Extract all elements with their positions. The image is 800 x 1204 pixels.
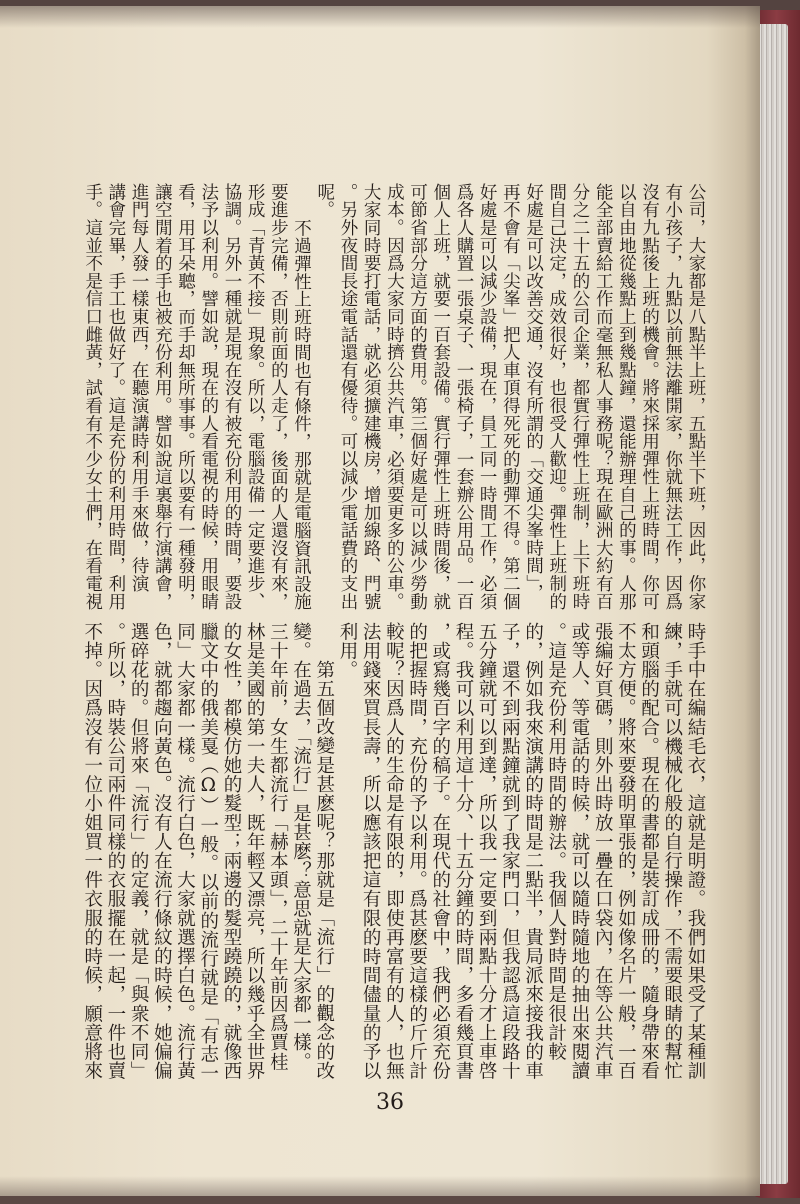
text-column: 利用。 xyxy=(336,622,358,680)
text-column: 以自由地從幾點上到幾點鐘，還能辦理自己的事。人那 xyxy=(616,183,637,611)
text-column: 時手中在編結毛衣，這就是明證。我們如果受了某種訓 xyxy=(685,622,706,1081)
page-bottom-shadow xyxy=(0,1176,760,1196)
text-column: 要進步完備，否則前面的人走了，後面的人還沒有來， xyxy=(268,183,289,611)
text-column: 林是美國的第一夫人，既年輕又漂亮，所以幾乎全世界 xyxy=(244,622,266,1081)
text-column: 色，就都趨向黃色。沒有人在流行條紋的時候，她偏偏 xyxy=(151,622,173,1081)
text-column: 能全部賣給工作而毫無私人事務呢？現在歐洲大約有百 xyxy=(593,183,614,611)
text-column: 讓空閒着的手也被充份利用。譬如說這裏舉行演講會， xyxy=(152,183,173,611)
text-column: 好處是可以改善交通，沒有所謂的「交通尖峯時間」， xyxy=(523,183,544,602)
text-column: 講會完畢，手工也做好了。這是充份的利用時間，利用 xyxy=(105,183,126,611)
text-column: 。這是充份利用時間的辦法。我個人對時間是很計較 xyxy=(545,622,567,1062)
text-column: 程。我可以利用這十分、十五分鐘的時間，多看幾頁書 xyxy=(452,622,474,1081)
text-column: 變。在過去，「流行」是甚麽？意思就是大家都一樣。 xyxy=(290,622,312,1072)
text-column: ，或寫幾百字的稿子。在現代的社會中，我們必須充份 xyxy=(429,622,451,1081)
text-column: 進門每人發一樣東西，在聽演講時利用手來做，待演 xyxy=(129,183,150,593)
text-column: 可節省部分這方面的費用。第三個好處是可以減少勞動 xyxy=(407,183,428,611)
text-column: 選碎花的。但將來「流行」的定義，就是「與衆不同」 xyxy=(128,622,150,1081)
text-column: 好處是可以減少設備，現在，員工同一時間工作，必須 xyxy=(477,183,498,611)
text-column: 手。這並不是信口雌黃，試看有不少女士們，在看電視 xyxy=(82,183,103,611)
text-column: 間自己決定，成效很好，也很受人歡迎。彈性上班制的 xyxy=(546,183,567,611)
text-column: 張編好頁碼，則外出時放一疊在口袋內，在等公共汽車 xyxy=(592,622,614,1081)
text-column: 看，用耳朵聽，而手却無所事事。所以要有一種發明， xyxy=(175,183,196,611)
upper-text-block xyxy=(80,183,707,615)
text-column: 爲各人購置一張桌子、一張椅子，一套辦公用品。一百 xyxy=(453,183,474,611)
text-column: 較呢？因爲人的生命是有限的，即使再富有的人，也無 xyxy=(383,622,405,1081)
text-column: 有小孩子，九點以前無法離開家，你就無法工作，因爲 xyxy=(662,183,683,611)
text-column: 法用錢來買長壽，所以應該把這有限的時間儘量的予以 xyxy=(360,622,382,1081)
text-column: 法予以利用。譬如說，現在的人看電視的時候，用眼睛 xyxy=(198,183,219,611)
paragraph-start-column: 第五個改變是甚麽呢？那就是「流行」的觀念的改 xyxy=(313,660,335,1081)
text-column: 和頭腦的配合。現在的書都是裝訂成冊的，隨身帶來看 xyxy=(638,622,660,1081)
paragraph-start-column: 不過彈性上班時間也有條件，那就是電腦資訊設施 xyxy=(291,218,312,611)
text-column: 個人上班，就要一百套設備。實行彈性上班時間後，就 xyxy=(430,183,451,611)
text-column: 的，例如我來演講的時間是二點半，貴局派來接我的車 xyxy=(522,622,544,1081)
text-column: 沒有九點後上班的機會。將來採用彈性上班時間，你可 xyxy=(639,183,660,611)
text-column: 的女性，都模仿她的髮型；兩邊的髮型蹺蹺的，就像西 xyxy=(220,622,242,1081)
page-top-shadow xyxy=(0,6,760,28)
text-column: 不太方便。將來要發明單張的，例如像名片一般，一百 xyxy=(615,622,637,1081)
text-column: 。所以，時裝公司兩件同樣的衣服擺在一起，一件也賣 xyxy=(104,622,126,1081)
lower-text-block xyxy=(80,622,707,1084)
text-column: 或等人、等電話的時候，就可以隨時隨地的抽出來閱讀 xyxy=(568,622,590,1081)
text-column: 同」大家都一樣。流行白色，大家就選擇白色。流行黃 xyxy=(174,622,196,1081)
page-number: 36 xyxy=(376,1090,404,1115)
text-column: 呢。 xyxy=(314,183,335,219)
text-column: 形成「青黃不接」現象。所以，電腦設備一定要進步、 xyxy=(245,183,266,611)
book-page xyxy=(0,6,760,1196)
text-column: 子，還不到兩點鐘就到了我家門口，但我認爲這段路十 xyxy=(499,622,521,1081)
text-column: 練，手就可以機械化般的自行操作，不需要眼睛的幫忙 xyxy=(661,622,683,1081)
text-column: 公司，大家都是八點半上班，五點半下班，因此，你家 xyxy=(686,183,706,611)
text-column: 協調。另外一種就是現在沒有被充份利用的時間，要設 xyxy=(221,183,242,611)
text-column: 五分鐘就可以到達，所以我一定要到兩點十分才上車啓 xyxy=(476,622,498,1081)
text-column: 再不會有「尖峯」把人車頂得死死的動彈不得。第二個 xyxy=(500,183,521,611)
text-column: 三十年前，女生都流行「赫本頭」，二十年前因爲賈桂 xyxy=(267,622,289,1072)
text-column: 大家同時要打電話，就必須擴建機房，增加線路、門號 xyxy=(361,183,382,611)
text-column: 分之二十五的公司企業，都實行彈性上班制，上下班時 xyxy=(569,183,590,611)
text-column: 。另外夜間長途電話還有優待。可以減少電話費的支出 xyxy=(337,183,358,611)
text-column: 不掉。因爲沒有一位小姐買一件衣服的時候，願意將來 xyxy=(81,622,103,1081)
text-column: 臘文中的俄美戛（Ω）一般。以前的流行就是「有志一 xyxy=(197,622,219,1083)
text-column: 的把握時間，充份的予以利用。爲甚麽要這樣的斤斤計 xyxy=(406,622,428,1081)
text-column: 成本。因爲大家同時擠公共汽車，必須要更多的公車。 xyxy=(384,183,405,611)
